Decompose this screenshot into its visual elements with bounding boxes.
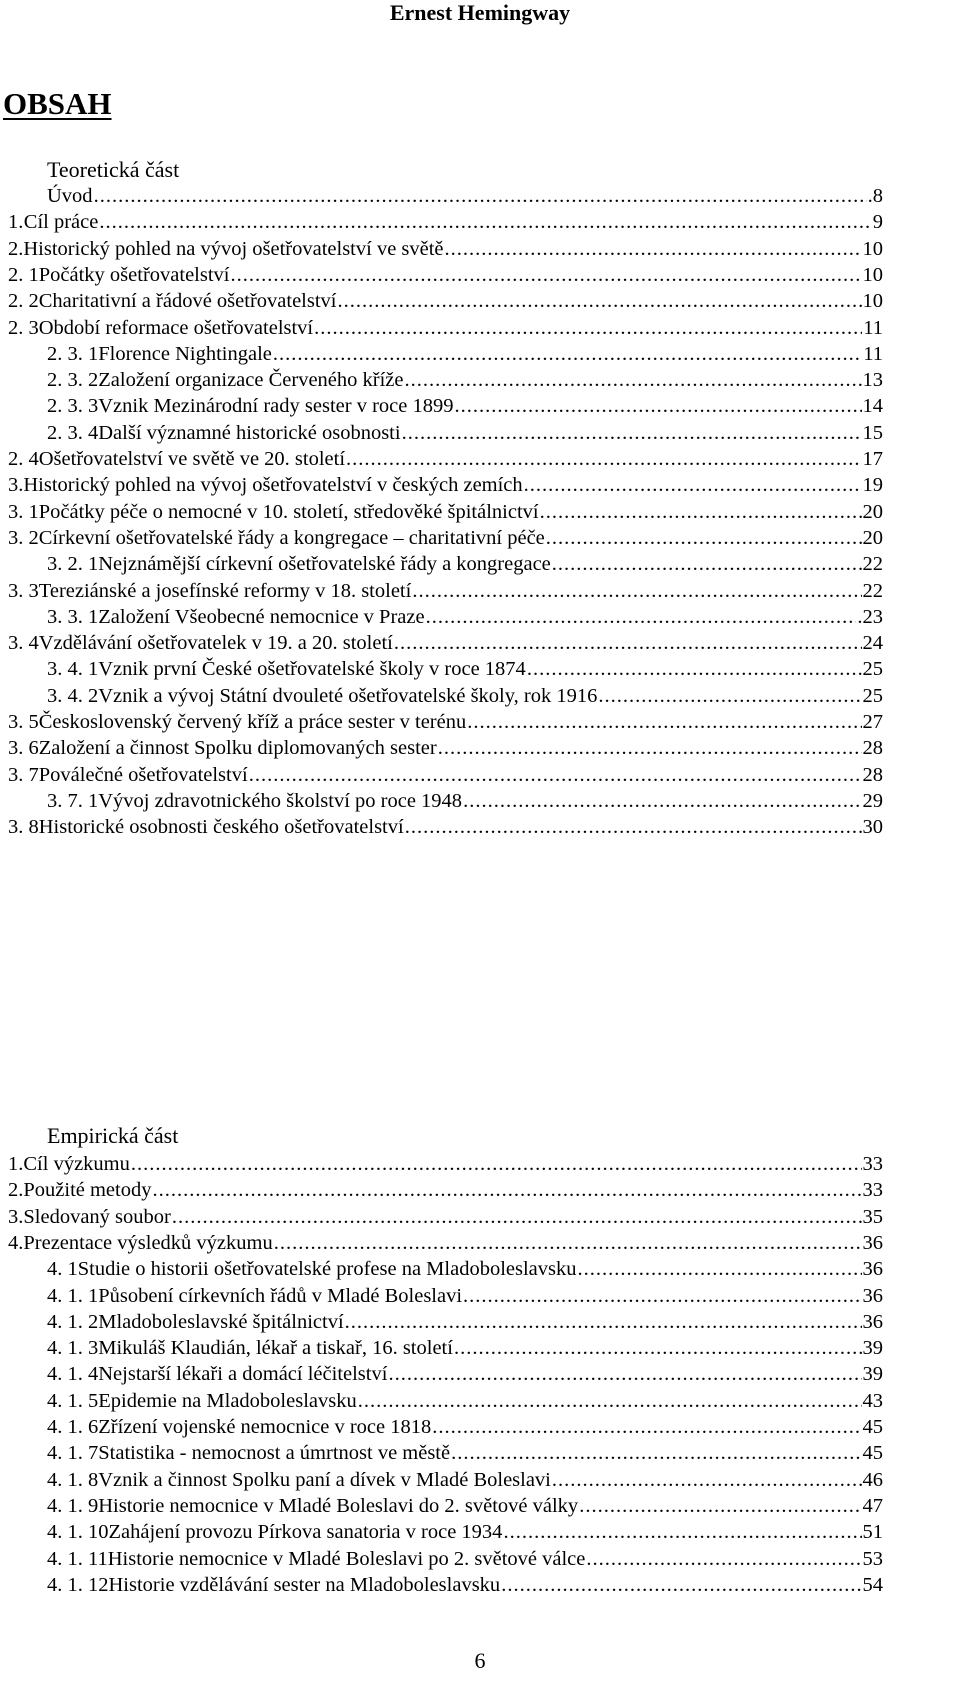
toc-entry[interactable] [8, 630, 883, 656]
toc-entry-page: 28 [862, 763, 883, 786]
toc-entry-title: Vznik a vývoj Státní dvouleté ošetřovatelské školy, rok 1916 [98, 684, 598, 707]
toc-entry-page: 25 [862, 684, 883, 707]
toc-entry-page: 9 [872, 211, 883, 234]
toc-entry[interactable] [47, 1519, 883, 1545]
toc-entry[interactable] [8, 1204, 883, 1230]
toc-leader-dots [501, 1572, 861, 1598]
toc-entry-page: 33 [862, 1179, 883, 1202]
toc-entry-page: 22 [862, 553, 883, 576]
toc-entry-number: 4. 1 [47, 1258, 78, 1281]
toc-entry[interactable] [8, 315, 883, 341]
toc-leader-dots [405, 367, 862, 393]
toc-entry-title: Ošetřovatelství ve světě ve 20. století [38, 448, 346, 470]
toc-entry-title: Mladoboleslavské špitálnictví [98, 1310, 344, 1333]
toc-entry-number: 3. 3. 1 [47, 605, 99, 628]
toc-leader-dots [454, 393, 861, 419]
toc-entry-title: Prezentace výsledků výzkumu [23, 1231, 273, 1254]
toc-entry-number: 3. 4 [8, 632, 39, 655]
toc-entry-number: 4. 1. 4 [47, 1363, 99, 1386]
toc-leader-dots [579, 1493, 861, 1519]
toc-leader-dots [273, 341, 862, 367]
toc-entry-title: Historické osobnosti českého ošetřovatelství [38, 816, 404, 839]
toc-entry-number: 4. 1. 10 [47, 1521, 109, 1544]
toc-entry-page: 45 [862, 1416, 883, 1438]
toc-entry-number: 4. 1. 12 [47, 1573, 109, 1596]
toc-entry-page: 25 [862, 658, 883, 681]
toc-leader-dots [426, 604, 857, 630]
toc-entry-number: 4. 1. 5 [47, 1389, 99, 1412]
toc-entry-title: Československý červený kříž a práce sester v terénu [38, 711, 467, 733]
toc-leader-dots [358, 1388, 862, 1414]
toc-entry-page: 20 [862, 526, 883, 549]
toc-entry-title: Cíl práce [23, 211, 99, 234]
toc-entry-title: Florence Nightingale [98, 342, 272, 365]
toc-entry-page: 28 [862, 737, 883, 760]
toc-leader-dots [230, 262, 861, 288]
toc-entry-title: Období reformace ošetřovatelství [38, 316, 314, 339]
toc-leader-dots [445, 236, 862, 262]
toc-entry-number: 2. 4 [8, 448, 39, 470]
toc-leader-dots [94, 183, 867, 209]
toc-entry[interactable] [8, 762, 883, 788]
toc-entry-page: 29 [862, 789, 883, 812]
toc-leader-dots [463, 1283, 861, 1309]
toc-entry-title: Počátky ošetřovatelství [38, 263, 230, 286]
toc-entry-page: 11 [863, 342, 883, 365]
toc-entry-title: Založení organizace Červeného kříže [98, 369, 404, 392]
toc-entry[interactable] [47, 1440, 883, 1466]
toc-entry-title: Historický pohled na vývoj ošetřovatelství ve světě [23, 237, 444, 260]
toc-leader-dots [99, 209, 871, 235]
toc-entry[interactable] [47, 1493, 883, 1519]
toc-entry-title: Historický pohled na vývoj ošetřovatelství v českých zemích [23, 474, 523, 497]
toc-entry-number: 4. 1. 11 [47, 1547, 108, 1570]
toc-entry[interactable] [47, 656, 883, 682]
toc-entry-number: 4. 1. 1 [47, 1284, 99, 1307]
toc-entry-title: Církevní ošetřovatelské řády a kongregace – charitativní péče [38, 526, 545, 549]
toc-leader-dots [524, 472, 862, 498]
toc-entry-title: Vznik a činnost Spolku paní a dívek v Mladé Boleslavi [98, 1468, 551, 1491]
toc-entry[interactable] [47, 420, 883, 446]
toc-entry-number: 4. 1. 8 [47, 1468, 99, 1491]
toc-entry-title: Použité metody [23, 1179, 152, 1202]
page-number: 6 [474, 1648, 486, 1673]
toc-entry-page: 39 [862, 1363, 883, 1386]
toc-entry-title: Úvod [47, 185, 93, 207]
toc-entry-number: 3. 3 [8, 579, 39, 602]
toc-entry-title: Historie nemocnice v Mladé Boleslavi po 2. světové válce [107, 1547, 586, 1570]
toc-entry-number: 4. 1. 6 [47, 1416, 99, 1438]
toc-leader-dots [412, 578, 861, 604]
toc-entry-title: Vznik první České ošetřovatelské školy v roce 1874 [98, 658, 526, 681]
toc-entry-page: 36 [862, 1231, 883, 1254]
toc-leader-dots [598, 683, 861, 709]
toc-entry-page: 43 [862, 1389, 883, 1412]
toc-entry-number: 3. 8 [8, 816, 39, 839]
toc-entry-page: 14 [862, 395, 883, 418]
toc-entry-number: 3. 1 [8, 500, 39, 523]
toc-entry-title: Další významné historické osobnosti [98, 421, 401, 444]
toc-entry-number: 1. [8, 211, 24, 234]
toc-entry[interactable] [47, 1283, 883, 1309]
toc-entry-number: 1. [8, 1153, 24, 1175]
toc-entry-number: 2. 3. 2 [47, 369, 99, 392]
toc-heading: OBSAH [3, 86, 112, 121]
theory-section-title: Teoretická část [47, 157, 180, 182]
toc-leader-dots [578, 1256, 862, 1282]
toc-entry[interactable] [47, 788, 883, 814]
toc-leader-dots [463, 788, 861, 814]
toc-entry-number: 4. 1. 2 [47, 1310, 99, 1333]
toc-entry-title: Vývoj zdravotnického školství po roce 1948 [98, 789, 463, 812]
toc-entry-number: 2. 3. 4 [47, 421, 99, 444]
toc-entry-number: 3. 7 [8, 763, 39, 786]
toc-leader-dots [540, 499, 862, 525]
toc-entry[interactable] [47, 367, 883, 393]
toc-entry[interactable] [47, 604, 883, 630]
toc-entry-number: 4. [8, 1231, 24, 1254]
toc-entry-page: 35 [862, 1205, 883, 1228]
toc-entry-title: Statistika - nemocnost a úmrtnost ve městě [98, 1442, 451, 1465]
toc-entry-page: 45 [862, 1442, 883, 1465]
toc-entry[interactable] [8, 236, 883, 262]
toc-leader-dots [346, 446, 861, 472]
toc-leader-dots [274, 1230, 862, 1256]
toc-entry-number: 3. 2. 1 [47, 553, 99, 576]
toc-entry[interactable] [47, 1256, 883, 1282]
toc-entry-number: 4. 1. 7 [47, 1442, 99, 1465]
toc-entry-page: 47 [862, 1494, 883, 1517]
toc-entry-title: Tereziánské a josefínské reformy v 18. století [38, 579, 412, 602]
toc-entry-number: 3. 2 [8, 526, 39, 549]
toc-entry-page: 30 [862, 816, 883, 839]
toc-entry-page: 36 [862, 1258, 883, 1281]
toc-entry-number: 3. 7. 1 [47, 789, 99, 812]
toc-entry-page: 24 [862, 632, 883, 655]
toc-entry-number: 2. 3 [8, 316, 39, 339]
toc-entry-title: Nejstarší lékaři a domácí léčitelství [98, 1363, 388, 1386]
toc-entry-number: 2. 3. 1 [47, 342, 99, 365]
toc-entry[interactable] [8, 262, 883, 288]
toc-leader-dots [546, 525, 862, 551]
toc-entry-number: 3. 6 [8, 737, 39, 760]
toc-entry[interactable] [47, 393, 883, 419]
toc-entry[interactable] [47, 1361, 883, 1387]
toc-entry-number: 4. 1. 9 [47, 1494, 99, 1517]
toc-entry[interactable] [8, 472, 883, 498]
toc-entry-page: 13 [862, 369, 883, 392]
toc-leader-dots [172, 1204, 862, 1230]
toc-entry[interactable] [47, 183, 883, 209]
toc-leader-dots [152, 1177, 861, 1203]
toc-entry-number: 3. 4. 1 [47, 658, 99, 681]
toc-entry-page: 54 [862, 1573, 883, 1596]
toc-leader-dots [388, 1361, 861, 1387]
toc-entry-page: 20 [862, 500, 883, 523]
toc-entry[interactable] [8, 446, 883, 472]
toc-leader-dots [527, 656, 862, 682]
toc-entry-number: 2. [8, 1179, 24, 1202]
toc-entry-number: 3. 5 [8, 711, 39, 733]
toc-entry-title: Zřízení vojenské nemocnice v roce 1818 [98, 1416, 432, 1438]
toc-entry-page: 53 [862, 1547, 883, 1570]
toc-leader-dots [131, 1151, 862, 1177]
toc-entry-number: 3. [8, 474, 24, 497]
toc-entry-page: 27 [862, 711, 883, 733]
toc-leader-dots [552, 551, 862, 577]
toc-entry[interactable] [8, 1151, 883, 1177]
toc-entry[interactable] [8, 1230, 883, 1256]
toc-leader-dots [405, 814, 862, 840]
toc-entry-title: Cíl výzkumu [23, 1153, 130, 1175]
toc-entry[interactable] [47, 1309, 883, 1335]
toc-entry-title: Poválečné ošetřovatelství [38, 763, 248, 786]
toc-entry-page: 17 [862, 448, 883, 470]
toc-entry-page: 51 [862, 1521, 883, 1544]
toc-entry[interactable] [8, 499, 883, 525]
toc-entry[interactable] [47, 683, 883, 709]
toc-entry[interactable] [47, 1572, 883, 1598]
toc-leader-dots [432, 1414, 861, 1440]
toc-entry[interactable] [8, 288, 883, 314]
toc-entry-title: Vznik Mezinárodní rady sester v roce 1899 [98, 395, 454, 418]
toc-entry-title: Sledovaný soubor [23, 1205, 171, 1228]
toc-leader-dots [454, 1335, 862, 1361]
toc-entry-title: Charitativní a řádové ošetřovatelství [38, 290, 337, 313]
toc-entry-page: .8 [867, 185, 883, 207]
toc-entry-title: Vzdělávání ošetřovatelek v 19. a 20. století [38, 632, 393, 655]
empirical-section-title: Empirická část [47, 1123, 179, 1148]
toc-leader-dots [503, 1519, 861, 1545]
toc-entry-number: 2. 2 [8, 290, 39, 313]
toc-entry[interactable] [47, 1467, 883, 1493]
toc-entry-title: Založení a činnost Spolku diplomovaných sester [38, 737, 437, 760]
toc-entry-number: 2. 1 [8, 263, 39, 286]
toc-entry-page: 10 [862, 237, 883, 260]
toc-entry-page: 19 [862, 474, 883, 497]
toc-entry[interactable] [8, 525, 883, 551]
toc-entry[interactable] [47, 341, 883, 367]
toc-entry-title: Založení Všeobecné nemocnice v Praze [98, 605, 425, 628]
toc-leader-dots [394, 630, 862, 656]
toc-entry[interactable] [47, 1546, 883, 1572]
toc-entry-title: Historie nemocnice v Mladé Boleslavi do 2. světové války [98, 1494, 579, 1517]
toc-entry-page: 22 [862, 579, 883, 602]
toc-entry[interactable] [47, 1335, 883, 1361]
toc-entry-title: Studie o historii ošetřovatelské profese na Mladoboleslavsku [77, 1258, 577, 1281]
toc-entry-title: Epidemie na Mladoboleslavsku [98, 1389, 357, 1412]
toc-entry-page: 15 [862, 421, 883, 444]
toc-entry-number: 4. 1. 3 [47, 1337, 99, 1360]
toc-entry-page: .23 [857, 605, 883, 628]
toc-entry-title: Nejznámější církevní ošetřovatelské řády a kongregace [98, 553, 551, 576]
toc-leader-dots [467, 709, 861, 735]
toc-leader-dots [314, 315, 862, 341]
toc-entry-page: 33 [862, 1153, 883, 1175]
toc-entry-title: Zahájení provozu Pírkova sanatoria v roce 1934 [108, 1521, 503, 1544]
toc-entry-number: 2. 3. 3 [47, 395, 99, 418]
toc-leader-dots [451, 1440, 861, 1466]
toc-entry[interactable] [8, 735, 883, 761]
toc-entry[interactable] [8, 814, 883, 840]
toc-entry-number: 2. [8, 237, 24, 260]
toc-leader-dots [345, 1309, 862, 1335]
toc-entry-title: Mikuláš Klaudián, lékař a tiskař, 16. století [98, 1337, 453, 1360]
toc-entry-title: Historie vzdělávání sester na Mladoboleslavsku [108, 1573, 501, 1596]
toc-entry-title: Působení církevních řádů v Mladé Boleslavi [98, 1284, 463, 1307]
toc-entry[interactable] [8, 209, 883, 235]
toc-entry-page: 10 [862, 290, 883, 313]
toc-entry-title: Počátky péče o nemocné v 10. století, středověké špitálnictví [38, 500, 539, 523]
toc-entry-number: 3. 4. 2 [47, 684, 99, 707]
toc-leader-dots [586, 1546, 861, 1572]
running-header: Ernest Hemingway [389, 0, 571, 25]
toc-entry[interactable] [8, 1177, 883, 1203]
toc-entry[interactable] [8, 709, 883, 735]
toc-entry-page: 10 [862, 263, 883, 286]
toc-entry[interactable] [8, 578, 883, 604]
toc-entry-page: 36 [862, 1310, 883, 1333]
toc-entry-page: 39 [862, 1337, 883, 1360]
toc-entry[interactable] [47, 551, 883, 577]
toc-entry[interactable] [47, 1388, 883, 1414]
toc-entry-page: 46 [862, 1468, 883, 1491]
toc-entry[interactable] [47, 1414, 883, 1440]
toc-entry-page: 11 [863, 316, 883, 339]
toc-leader-dots [552, 1467, 862, 1493]
toc-leader-dots [438, 735, 862, 761]
toc-leader-dots [337, 288, 861, 314]
toc-leader-dots [249, 762, 862, 788]
toc-entry-page: 36 [862, 1284, 883, 1307]
toc-entry-number: 3. [8, 1205, 24, 1228]
toc-leader-dots [402, 420, 862, 446]
